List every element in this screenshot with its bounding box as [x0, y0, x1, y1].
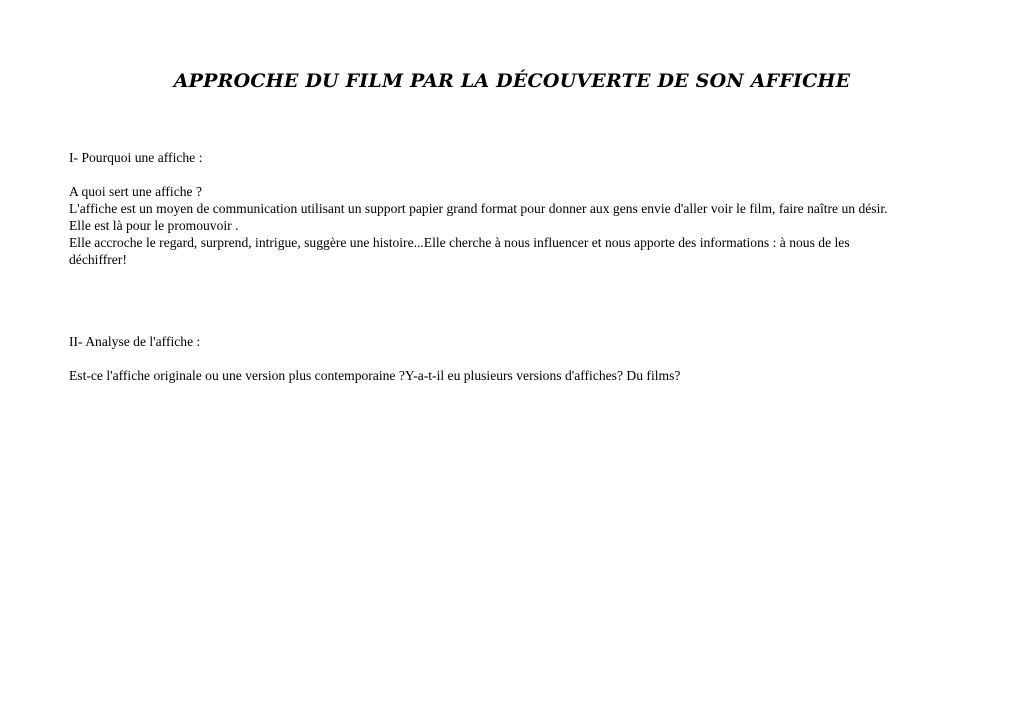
section-1-heading: I- Pourquoi une affiche : [69, 150, 203, 165]
page-title: APPROCHE DU FILM PAR LA DÉCOUVERTE DE SON AFFICHE [173, 70, 851, 92]
paragraph-line: Elle est là pour le promouvoir . [69, 218, 239, 233]
paragraph-line: déchiffrer! [69, 252, 127, 267]
section-1-paragraph [69, 200, 969, 268]
paragraph-line: Elle accroche le regard, surprend, intrigue, suggère une histoire...Elle cherche à nous influencer et nous apporte des informations : à nous de les [69, 235, 850, 250]
section-2-heading: II- Analyse de l'affiche : [69, 334, 201, 349]
section-1-question: A quoi sert une affiche ? [69, 184, 202, 199]
section-2-question: Est-ce l'affiche originale ou une version plus contemporaine ?Y-a-t-il eu plusieurs versions d'affiches? Du films? [69, 368, 681, 383]
paragraph-line: L'affiche est un moyen de communication utilisant un support papier grand format pour donner aux gens envie d'aller voir le film, faire naître un désir. [69, 201, 888, 216]
